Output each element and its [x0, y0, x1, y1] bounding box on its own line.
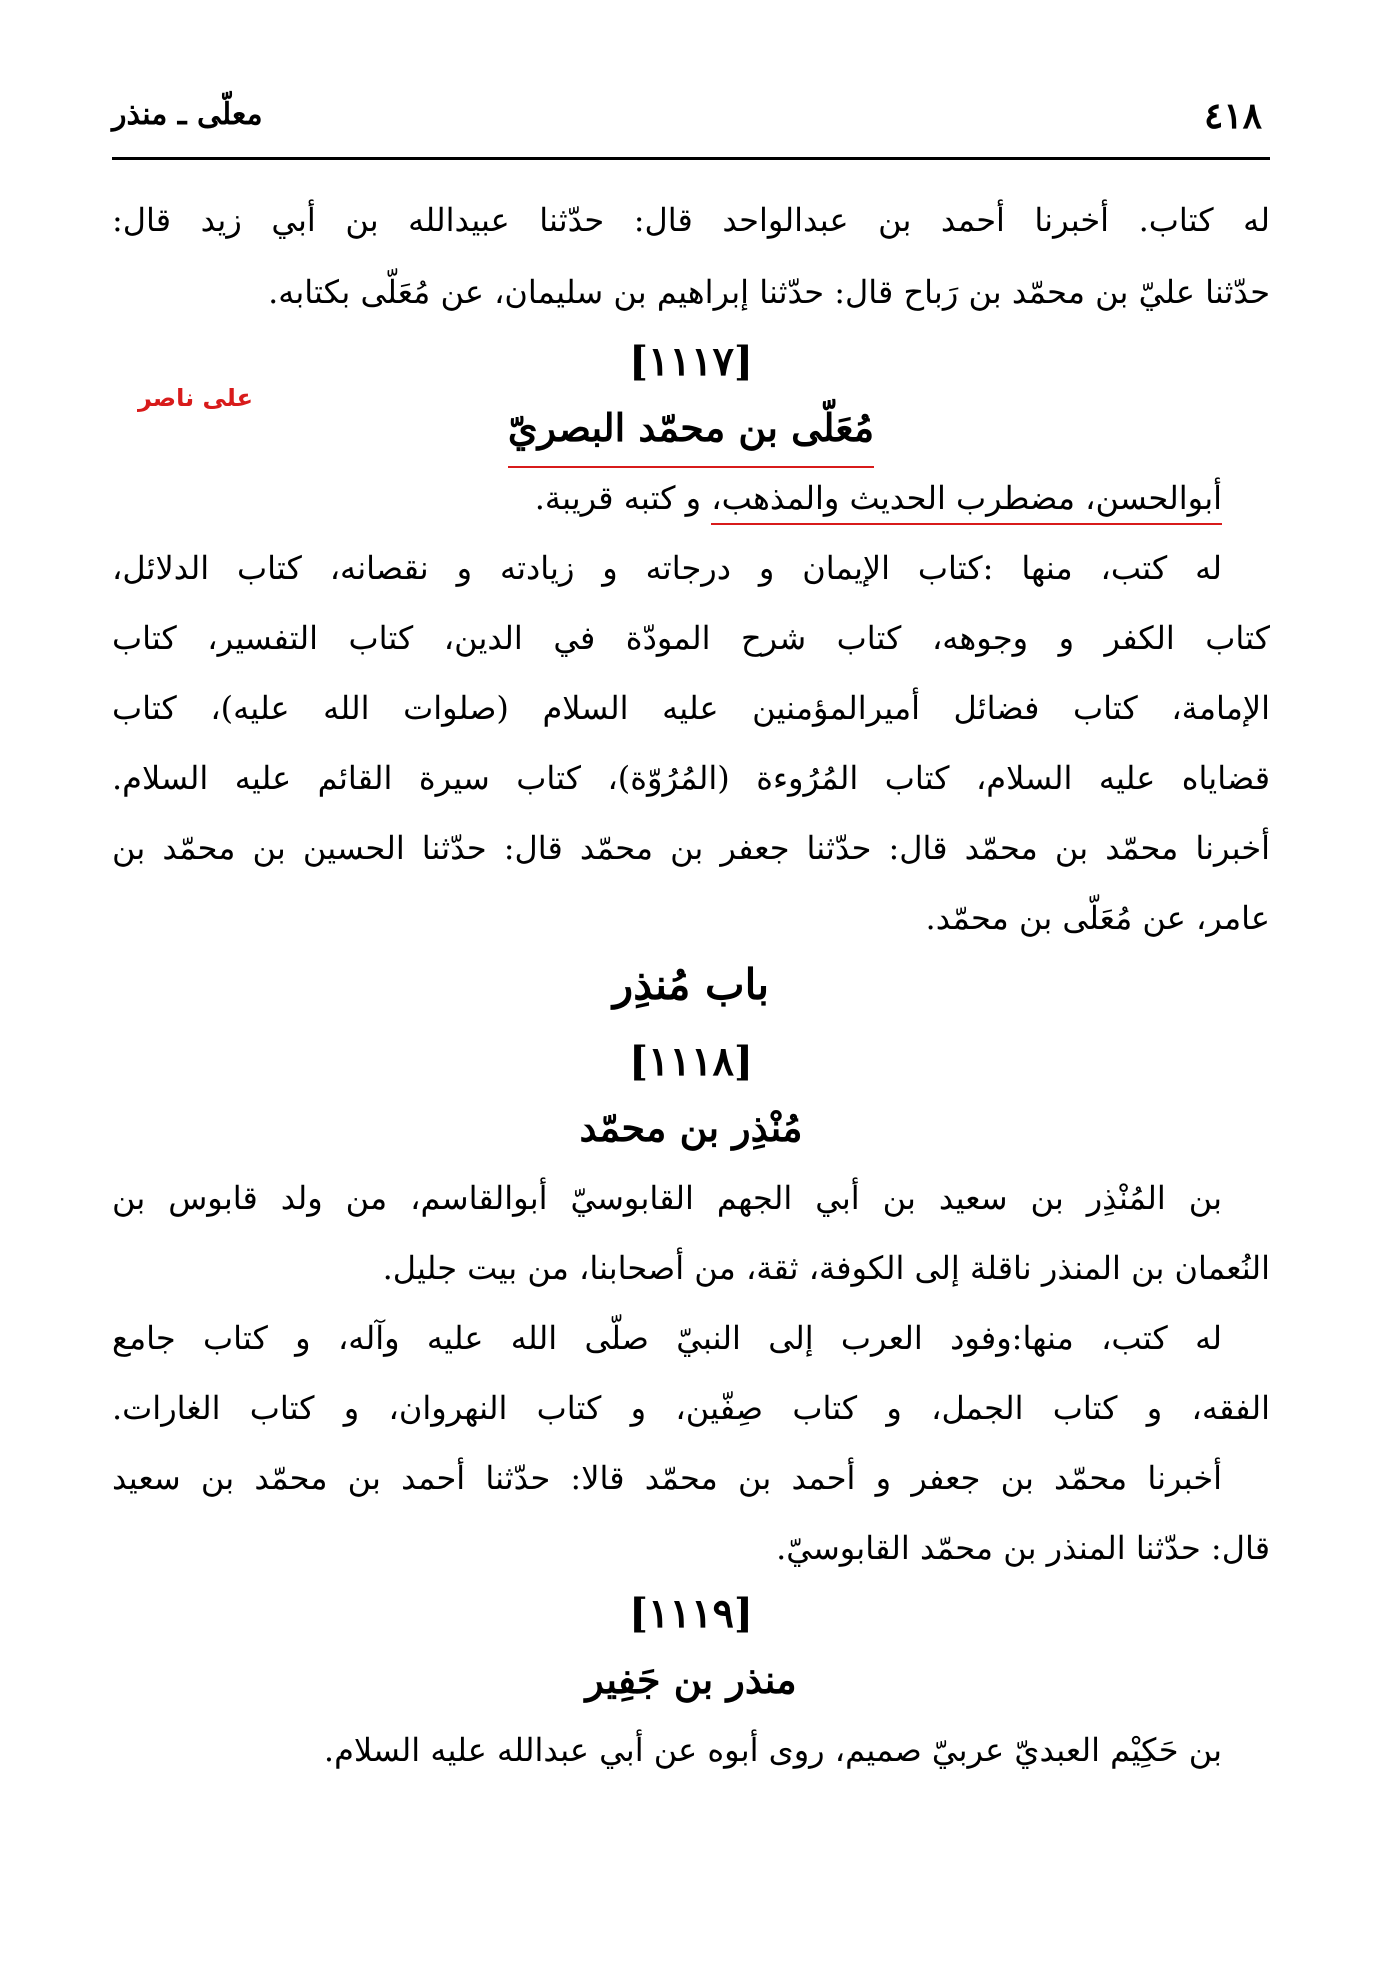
entry-name-text: مُعَلّی بن محمّد البصريّ [508, 396, 874, 468]
text-line: النُعمان بن المنذر ناقلة إلی الكوفة، ثقة، من أصحابنا، من بيت جليل. [382, 1249, 1270, 1287]
text-line: الفقه، و كتاب الجمل، و كتاب صِفّين، و كتاب النهروان، و كتاب الغارات. [112, 1389, 1270, 1427]
text-line: بن المُنْذِر بن سعيد بن أبي الجهم القابوسيّ أبوالقاسم، من ولد قابوس بن [112, 1179, 1222, 1217]
text-line: أخبرنا محمّد بن محمّد قال: حدّثنا جعفر بن محمّد قال: حدّثنا الحسين بن محمّد بن [112, 829, 1270, 867]
entry-name-1118: مُنْذِر بن محمّد [579, 1105, 803, 1150]
text-line: قال: حدّثنا المنذر بن محمّد القابوسيّ. [776, 1529, 1270, 1567]
entry-number-1118: [١١١٨] [629, 1038, 753, 1085]
text-line: أخبرنا محمّد بن جعفر و أحمد بن محمّد قالا: حدّثنا أحمد بن محمّد بن سعيد [112, 1459, 1222, 1497]
text-line: له كتب، منها :كتاب الإيمان و درجاته و زيادته و نقصانه، كتاب الدلائل، [112, 549, 1222, 587]
running-header [112, 95, 1270, 155]
entry-number-1119: [١١١٩] [629, 1590, 753, 1637]
header-rule [112, 157, 1270, 160]
entry-name-1119: منذر بن جَفِير [585, 1657, 797, 1702]
text-line: كتاب الكفر و وجوهه، كتاب شرح المودّة في الدين، كتاب التفسير، كتاب [112, 619, 1270, 657]
text-line: له كتاب. أخبرنا أحمد بن عبدالواحد قال: حدّثنا عبيدالله بن أبي زيد قال: [112, 201, 1270, 239]
entry-number-1117: [١١١٧] [629, 338, 753, 385]
page-number: ٤١٨ [1203, 95, 1262, 137]
text-line: قضاياه عليه السلام، كتاب المُرُوءة (المُرُوّة)، كتاب سيرة القائم عليه السلام. [112, 759, 1270, 797]
text-line: له كتب، منها:وفود العرب إلی النبيّ صلّی الله عليه وآله، و كتاب جامع [112, 1319, 1222, 1357]
underlined-description: أبوالحسن، مضطرب الحديث والمذهب، [711, 479, 1222, 525]
entry-name-1117 [112, 396, 1270, 460]
text-line: عامر، عن مُعَلّی بن محمّد. [925, 899, 1270, 937]
description-rest: و كتبه قريبة. [534, 479, 712, 517]
running-title: معلّی ـ منذر [112, 97, 263, 132]
text-line: الإمامة، كتاب فضائل أميرالمؤمنين عليه السلام (صلوات الله عليه)، كتاب [112, 689, 1270, 727]
section-title: باب مُنذِر [612, 960, 770, 1009]
entry-description-1117 [112, 468, 1222, 528]
handwritten-annotation: علی ناصر [138, 384, 253, 412]
text-line: بن حَكِيْم العبديّ عربيّ صميم، روی أبوه عن أبي عبدالله عليه السلام. [323, 1731, 1222, 1769]
text-line: حدّثنا عليّ بن محمّد بن رَباح قال: حدّثنا إبراهيم بن سليمان، عن مُعَلّی بکتابه. [268, 273, 1270, 311]
